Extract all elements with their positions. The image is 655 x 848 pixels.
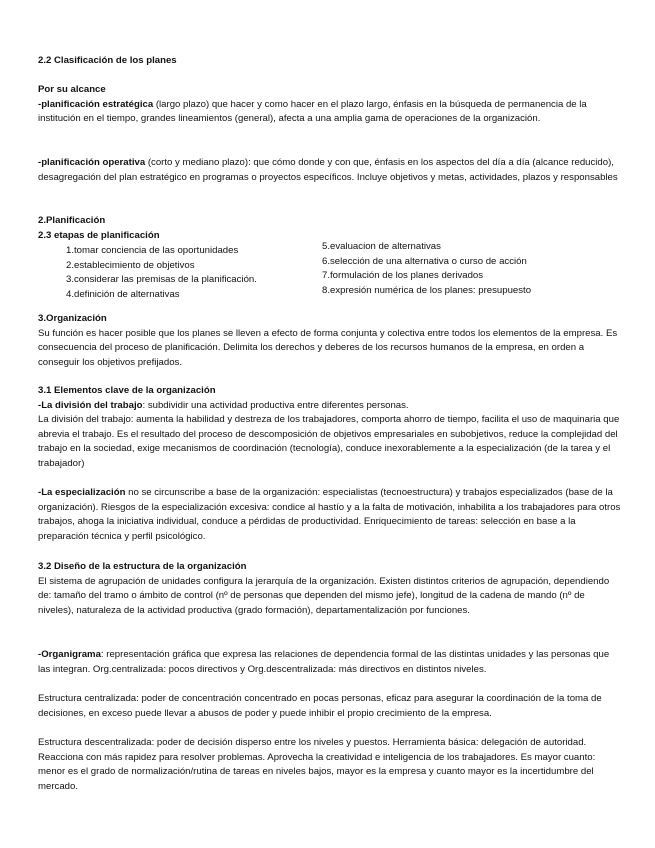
diseno-text: El sistema de agrupación de unidades configura la jerarquía de la organización. Existen distintos criterios de agrupación, dependiendo de: tamaño del tramo o ámbito de control (nº de personas que dependen del mismo jefe), longitud de la cadena de mando (nº de niveles), naturaleza de la actividad productiva (grado formación), departamentalización por funciones. — [38, 575, 610, 616]
operativa-term: -planificación operativa — [38, 157, 146, 168]
diseno-section — [38, 560, 623, 618]
organizacion-text: Su función es hacer posible que los planes se lleven a efecto de forma conjunta y colectiva entre todos los elementos de la empresa. Es consecuencia del proceso de planificación. Delimita los derechos y deberes de los recursos humanos de la empresa, en orden a conseguir los objetivos prefijados. — [38, 327, 618, 368]
especializacion-term: -La especialización — [38, 487, 126, 498]
list-item: 8.expresión numérica de los planes: presupuesto — [322, 284, 532, 296]
etapas-list — [38, 241, 623, 304]
estrategica-term: -planificación estratégica — [38, 98, 154, 110]
organizacion-heading: 3.Organización — [38, 313, 107, 324]
descentralizada-text: Estructura descentralizada: poder de decisión disperso entre los niveles y puestos. Herramienta básica: delegación de autoridad. Reacciona con más rapidez para resolver problemas. Aprovecha la creatividad e inteligencia de los trabajadores. Es mayor cuanto: menor es el grado de normalización/rutina de tareas en niveles bajos, mayor es la empresa y cuanto mayor es la incertidumbre del mercado. — [38, 737, 596, 792]
especializacion-text: no se circunscribe a base de la organización: especialistas (tecnoestructura) y trabajos especializados (base de la organización). Riesgos de la especialización excesiva: condice al hastío y a la falta de motivación, inhabilita a los trabajadores para otros trabajos, ahoga la iniciativa individual, conduce a pérdidas de productividad. Enriquecimiento de tareas: selección en base a la preparación técnica y perfil psicológico. — [38, 487, 621, 542]
centralizada-paragraph — [38, 692, 623, 721]
planificacion-heading: 2.Planificación — [38, 215, 106, 226]
alcance-heading: Por su alcance — [38, 84, 106, 95]
division-paragraph — [38, 399, 623, 414]
etapas-right-column — [322, 240, 531, 298]
centralizada-text: Estructura centralizada: poder de concentración concentrado en pocas personas, eficaz para asegurar la coordinación de la toma de decisiones, en exceso puede llevar a abusos de poder y puede inhibir el propio crecimiento de la empresa. — [38, 693, 602, 719]
planificacion-section — [38, 214, 623, 243]
estrategica-paragraph — [38, 98, 623, 127]
organizacion-section — [38, 312, 623, 370]
operativa-text: (corto y mediano plazo): que cómo donde y con que, énfasis en los aspectos del día a día (alcance reducido), desagregación del plan estratégico en programas o proyectos específicos. Incluye objetivos y metas, actividades, plazos y responsables — [38, 157, 618, 183]
list-item: 5.evaluacion de alternativas — [322, 241, 441, 252]
elementos-heading: 3.1 Elementos clave de la organización — [38, 385, 216, 396]
etapas-left-column — [66, 244, 257, 302]
list-item: 2.establecimiento de objetivos — [66, 259, 195, 271]
list-item: 3.considerar las premisas de la planificación. — [66, 274, 257, 286]
section-title — [38, 54, 623, 69]
diseno-heading: 3.2 Diseño de la estructura de la organización — [38, 561, 247, 572]
list-item: 6.selección de una alternativa o curso de acción — [322, 255, 527, 267]
etapas-heading: 2.3 etapas de planificación — [38, 229, 160, 241]
organigrama-text: : representación gráfica que expresa las relaciones de dependencia formal de las distintas unidades y las personas que las integran. Org.centralizada: pocos directivos y Org.descentralizada: más directivos en distintos niveles. — [38, 649, 610, 675]
elementos-section — [38, 384, 623, 472]
section-title-text: 2.2 Clasificación de los planes — [38, 55, 177, 66]
organigrama-paragraph — [38, 648, 623, 677]
organigrama-term: -Organigrama — [38, 649, 101, 660]
list-item: 1.tomar conciencia de las oportunidades — [66, 245, 239, 256]
division-lead: : subdividir una actividad productiva entre diferentes personas. — [142, 399, 409, 411]
descentralizada-paragraph — [38, 736, 623, 794]
especializacion-paragraph — [38, 486, 623, 544]
alcance-section — [38, 83, 623, 127]
division-term: -La división del trabajo — [38, 399, 143, 411]
division-text: La división del trabajo: aumenta la habilidad y destreza de los trabajadores, comporta ahorro de tiempo, facilita el uso de maquinaria que abrevia el trabajo. Es el resultado del proceso de descomposición de objetivos empresariales en subobjetivos, reduce la complejidad del trabajo en la sociedad, exige mecanismos de coordinación (tecnología), conduce inexorablemente a la especialización (de la tarea y el trabajador) — [38, 414, 620, 469]
estrategica-text: (largo plazo) que hacer y como hacer en el plazo largo, énfasis en la búsqueda de permanencia de la institución en el tiempo, grandes lineamientos (general), afecta a una amplia gama de operaciones de la organización. — [38, 98, 587, 125]
operativa-paragraph — [38, 156, 623, 185]
list-item: 7.formulación de los planes derivados — [322, 270, 484, 282]
list-item: 4.definición de alternativas — [66, 288, 180, 300]
